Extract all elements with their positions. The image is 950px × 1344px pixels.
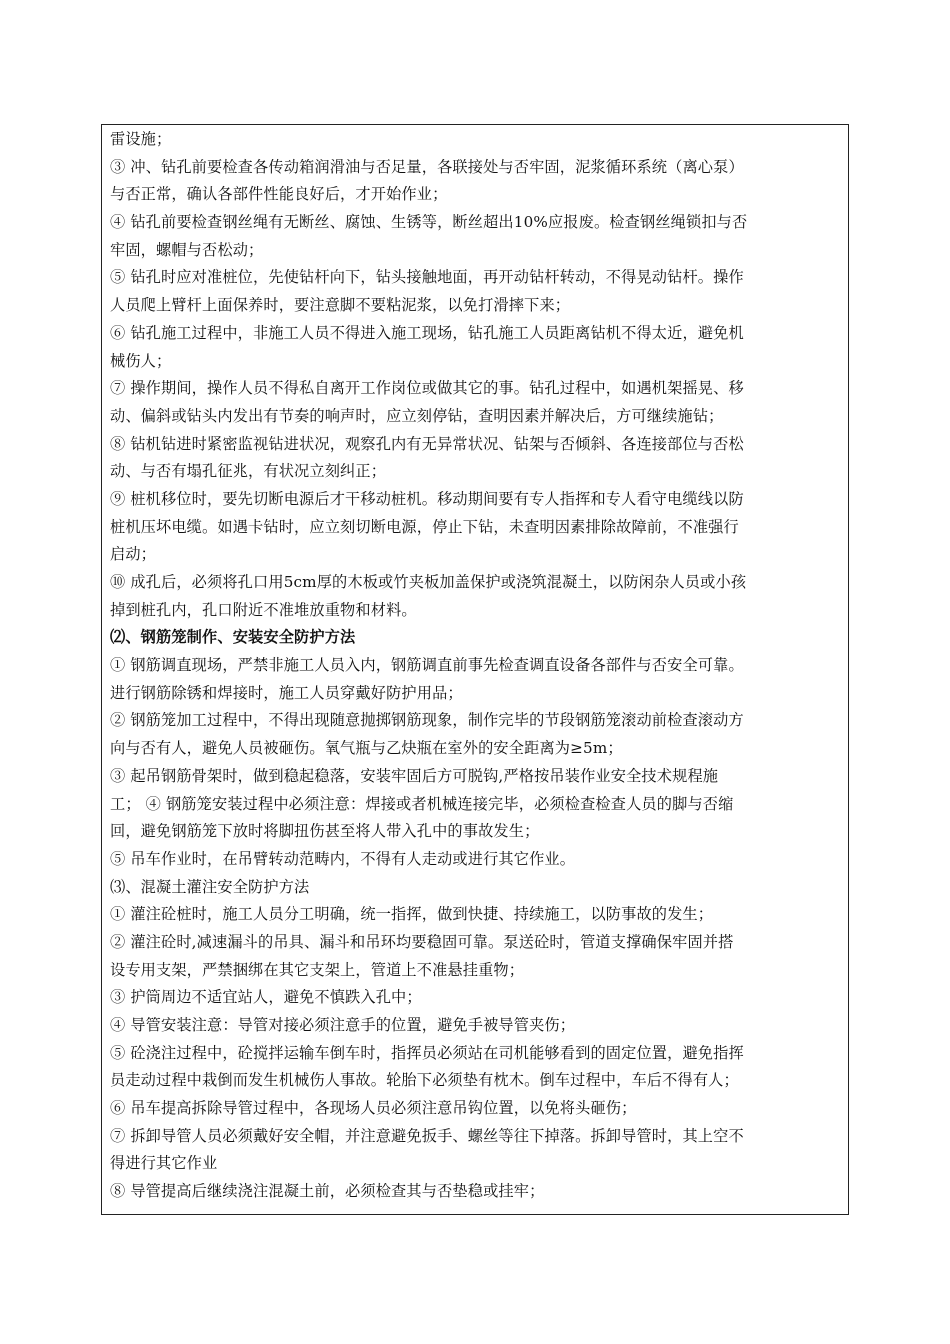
text-line: ① 灌注砼桩时，施工人员分工明确，统一指挥，做到快捷、持续施工，以防事故的发生； <box>110 905 714 924</box>
text-line: ⑦ 操作期间，操作人员不得私自离开工作岗位或做其它的事。钻孔过程中，如遇机架摇晃、移 <box>110 379 744 398</box>
text-line: 得进行其它作业 <box>110 1154 218 1173</box>
text-line: ⑤ 钻孔时应对准桩位，先使钻杆向下，钻头接触地面，再开动钻杆转动，不得晃动钻杆。操作 <box>110 268 744 287</box>
text-line: ③ 护筒周边不适宜站人，避免不慎跌入孔中； <box>110 988 422 1007</box>
text-line: 械伤人； <box>110 351 172 370</box>
text-line: 员走动过程中栽倒而发生机械伤人事故。轮胎下必须垫有枕木。倒车过程中，车后不得有人； <box>110 1071 739 1090</box>
text-line: ⑦ 拆卸导管人员必须戴好安全帽，并注意避免扳手、螺丝等往下掉落。拆卸导管时，其上空不 <box>110 1126 744 1145</box>
text-line: ⑥ 吊车提高拆除导管过程中，各现场人员必须注意吊钩位置，以免将头砸伤； <box>110 1099 637 1118</box>
text-line: 掉到桩孔内，孔口附近不准堆放重物和材料。 <box>110 600 417 619</box>
text-line: 设专用支架，严禁捆绑在其它支架上，管道上不准悬挂重物； <box>110 960 525 979</box>
text-line: 牢固，螺帽与否松动； <box>110 240 264 259</box>
text-line: 动、与否有塌孔征兆，有状况立刻纠正； <box>110 462 387 481</box>
text-line: 向与否有人，避免人员被砸伤。氧气瓶与乙炔瓶在室外的安全距离为≥5m； <box>110 739 623 758</box>
text-line: 人员爬上臂杆上面保养时，要注意脚不要粘泥浆，以免打滑摔下来； <box>110 296 571 315</box>
text-line: 雷设施； <box>110 130 172 148</box>
text-line: ① 钢筋调直现场，严禁非施工人员入内，钢筋调直前事先检查调直设备各部件与否安全可靠。 <box>110 656 744 675</box>
text-line: 与否正常，确认各部件性能良好后，才开始作业； <box>110 185 448 204</box>
section-heading: ⑵、钢筋笼制作、安装安全防护方法 <box>110 628 356 647</box>
text-line: 进行钢筋除锈和焊接时，施工人员穿戴好防护用品； <box>110 683 463 702</box>
text-line: 回，避免钢筋笼下放时将脚扭伤甚至将人带入孔中的事故发生； <box>110 822 540 841</box>
text-line: ② 灌注砼时,减速漏斗的吊具、漏斗和吊环均要稳固可靠。泵送砼时，管道支撑确保牢固并搭 <box>110 932 734 951</box>
text-line: ⑥ 钻孔施工过程中，非施工人员不得进入施工现场，钻孔施工人员距离钻机不得太近，避免机 <box>110 323 744 342</box>
document-frame <box>101 124 849 1215</box>
text-line: ⑩ 成孔后，必须将孔口用5cm厚的木板或竹夹板加盖保护或浇筑混凝土，以防闲杂人员或小孩 <box>110 573 747 591</box>
text-line: ② 钢筋笼加工过程中，不得出现随意抛掷钢筋现象，制作完毕的节段钢筋笼滚动前检查滚动方 <box>110 711 744 730</box>
text-line: ⑧ 钻机钻进时紧密监视钻进状况，观察孔内有无异常状况、钻架与否倾斜、各连接部位与否松 <box>110 434 744 453</box>
text-line: ⑤ 砼浇注过程中，砼搅拌运输车倒车时，指挥员必须站在司机能够看到的固定位置，避免指挥 <box>110 1043 744 1062</box>
text-line: 桩机压坏电缆。如遇卡钻时，应立刻切断电源，停止下钻，未查明因素排除故障前，不准强行 <box>110 517 739 536</box>
text-line: ⑤ 吊车作业时，在吊臂转动范畴内，不得有人走动或进行其它作业。 <box>110 849 576 868</box>
text-line: ⑶、混凝土灌注安全防护方法 <box>110 877 310 896</box>
text-line: ③ 起吊钢筋骨架时，做到稳起稳落，安装牢固后方可脱钩,严格按吊装作业安全技术规程施 <box>110 766 719 785</box>
text-line: 动、偏斜或钻头内发出有节奏的响声时，应立刻停钻，查明因素并解决后，方可继续施钻； <box>110 406 724 425</box>
text-line: ④ 导管安装注意：导管对接必须注意手的位置，避免手被导管夹伤； <box>110 1016 576 1034</box>
text-line: ⑨ 桩机移位时，要先切断电源后才干移动桩机。移动期间要有专人指挥和专人看守电缆线以防 <box>110 489 744 508</box>
text-line: ④ 钻孔前要检查钢丝绳有无断丝、腐蚀、生锈等，断丝超出10%应报废。检查钢丝绳锁扣与否 <box>110 213 748 232</box>
text-line: ⑧ 导管提高后继续浇注混凝土前，必须检查其与否垫稳或挂牢； <box>110 1182 545 1201</box>
text-line: 工； ④ 钢筋笼安装过程中必须注意：焊接或者机械连接完毕，必须检查检查人员的脚与否缩 <box>110 794 734 813</box>
text-line: 启动； <box>110 545 157 564</box>
text-line: ③ 冲、钻孔前要检查各传动箱润滑油与否足量，各联接处与否牢固，泥浆循环系统（离心泵） <box>110 157 744 176</box>
